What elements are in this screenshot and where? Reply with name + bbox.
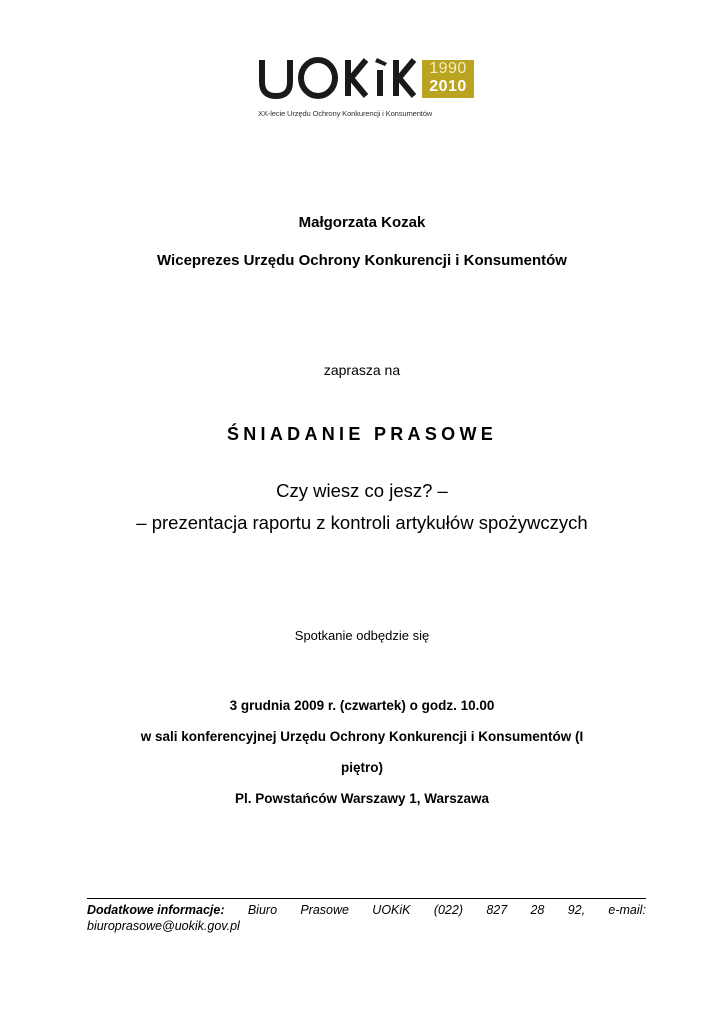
footer-word: 827 bbox=[486, 903, 508, 917]
invite-text: zaprasza na bbox=[323, 362, 401, 378]
footer-contact-line bbox=[87, 903, 646, 917]
event-date: 3 grudnia 2009 r. (czwartek) o godz. 10.00 bbox=[229, 698, 495, 713]
footer-word: Prasowe bbox=[300, 903, 349, 917]
host-name: Małgorzata Kozak bbox=[298, 214, 426, 231]
footer-email[interactable]: biuroprasowe@uokik.gov.pl bbox=[87, 919, 240, 933]
meeting-intro: Spotkanie odbędzie się bbox=[294, 628, 430, 643]
anniversary-years-badge bbox=[422, 60, 474, 98]
subtitle-line-1: Czy wiesz co jesz? – bbox=[276, 480, 448, 501]
footer-divider bbox=[87, 898, 646, 899]
host-position: Wiceprezes Urzędu Ochrony Konkurencji i Konsumentów bbox=[157, 252, 567, 269]
footer-word: UOKiK bbox=[372, 903, 411, 917]
footer-word: e-mail: bbox=[608, 903, 646, 917]
uokik-wordmark bbox=[256, 56, 420, 100]
event-venue-line-2: piętro) bbox=[341, 760, 383, 775]
event-venue-line-1: w sali konferencyjnej Urzędu Ochrony Konkurencji i Konsumentów (I bbox=[140, 729, 584, 744]
event-address: Pl. Powstańców Warszawy 1, Warszawa bbox=[234, 791, 490, 806]
subtitle-line-2: – prezentacja raportu z kontroli artykułów spożywczych bbox=[136, 512, 588, 533]
event-title: ŚNIADANIE PRASOWE bbox=[226, 424, 498, 444]
footer-word: 28 bbox=[530, 903, 545, 917]
footer-word: (022) bbox=[433, 903, 463, 917]
footer-word: Biuro bbox=[247, 903, 278, 917]
uokik-logo bbox=[256, 56, 478, 124]
footer-label: Dodatkowe informacje: bbox=[87, 903, 225, 917]
footer-word: 92, bbox=[567, 903, 586, 917]
year-end: 2010 bbox=[429, 78, 467, 95]
year-start: 1990 bbox=[429, 60, 467, 77]
logo-tagline: XX-lecie Urzędu Ochrony Konkurencji i Konsumentów bbox=[258, 109, 433, 118]
